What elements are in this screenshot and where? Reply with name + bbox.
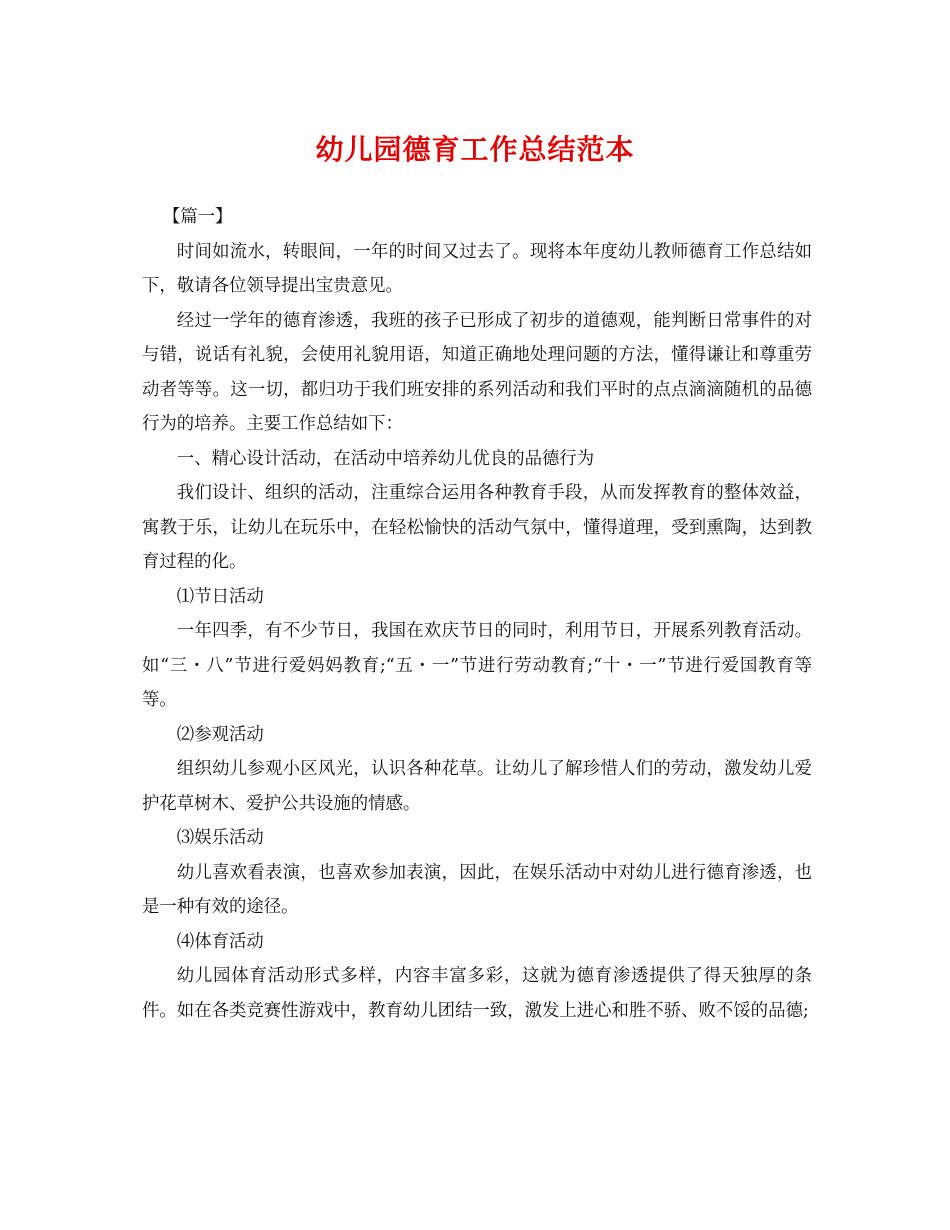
section-marker: 【篇一】 bbox=[162, 207, 233, 227]
document-body bbox=[142, 200, 812, 1028]
paragraph: 幼儿喜欢看表演，也喜欢参加表演，因此，在娱乐活动中对幼儿进行德育渗透，也是一种有效的途径。 bbox=[142, 862, 812, 917]
paragraph: 经过一学年的德育渗透，我班的孩子已形成了初步的道德观，能判断日常事件的对与错，说话有礼貌，会使用礼貌用语，知道正确地处理问题的方法，懂得谦让和尊重劳动者等等。这一切，都归功于我们班安排的系列活动和我们平时的点点滴滴随机的品德行为的培养。主要工作总结如下： bbox=[142, 310, 812, 434]
paragraph: 我们设计、组织的活动，注重综合运用各种教育手段，从而发挥教育的整体效益，寓教于乐，让幼儿在玩乐中，在轻松愉快的活动气氛中，懂得道理，受到熏陶，达到教育过程的化。 bbox=[142, 483, 812, 572]
subsection-heading: ⑴节日活动 bbox=[176, 586, 264, 607]
paragraph: 一年四季，有不少节日，我国在欢庆节日的同时，利用节日，开展系列教育活动。如“三・八”节进行爱妈妈教育;“五・一”节进行劳动教育;“十・一”节进行爱国教育等等。 bbox=[142, 621, 812, 710]
document-title: 幼儿园德育工作总结范本 bbox=[315, 133, 635, 166]
subsection-heading: ⑶娱乐活动 bbox=[176, 828, 264, 848]
subsection-heading: ⑵参观活动 bbox=[176, 724, 264, 745]
paragraph: 组织幼儿参观小区风光，认识各种花草。让幼儿了解珍惜人们的劳动，激发幼儿爱护花草树木、爱护公共设施的情感。 bbox=[142, 759, 812, 814]
subsection-heading: ⑷体育活动 bbox=[176, 931, 264, 952]
paragraph: 幼儿园体育活动形式多样，内容丰富多彩，这就为德育渗透提供了得天独厚的条件。如在各类竞赛性游戏中，教育幼儿团结一致，激发上进心和胜不骄、败不馁的品德; bbox=[142, 966, 812, 1021]
paragraph: 时间如流水，转眼间，一年的时间又过去了。现将本年度幼儿教师德育工作总结如下，敬请各位领导提出宝贵意见。 bbox=[142, 241, 812, 296]
section-heading: 一、精心设计活动，在活动中培养幼儿优良的品德行为 bbox=[176, 448, 595, 469]
